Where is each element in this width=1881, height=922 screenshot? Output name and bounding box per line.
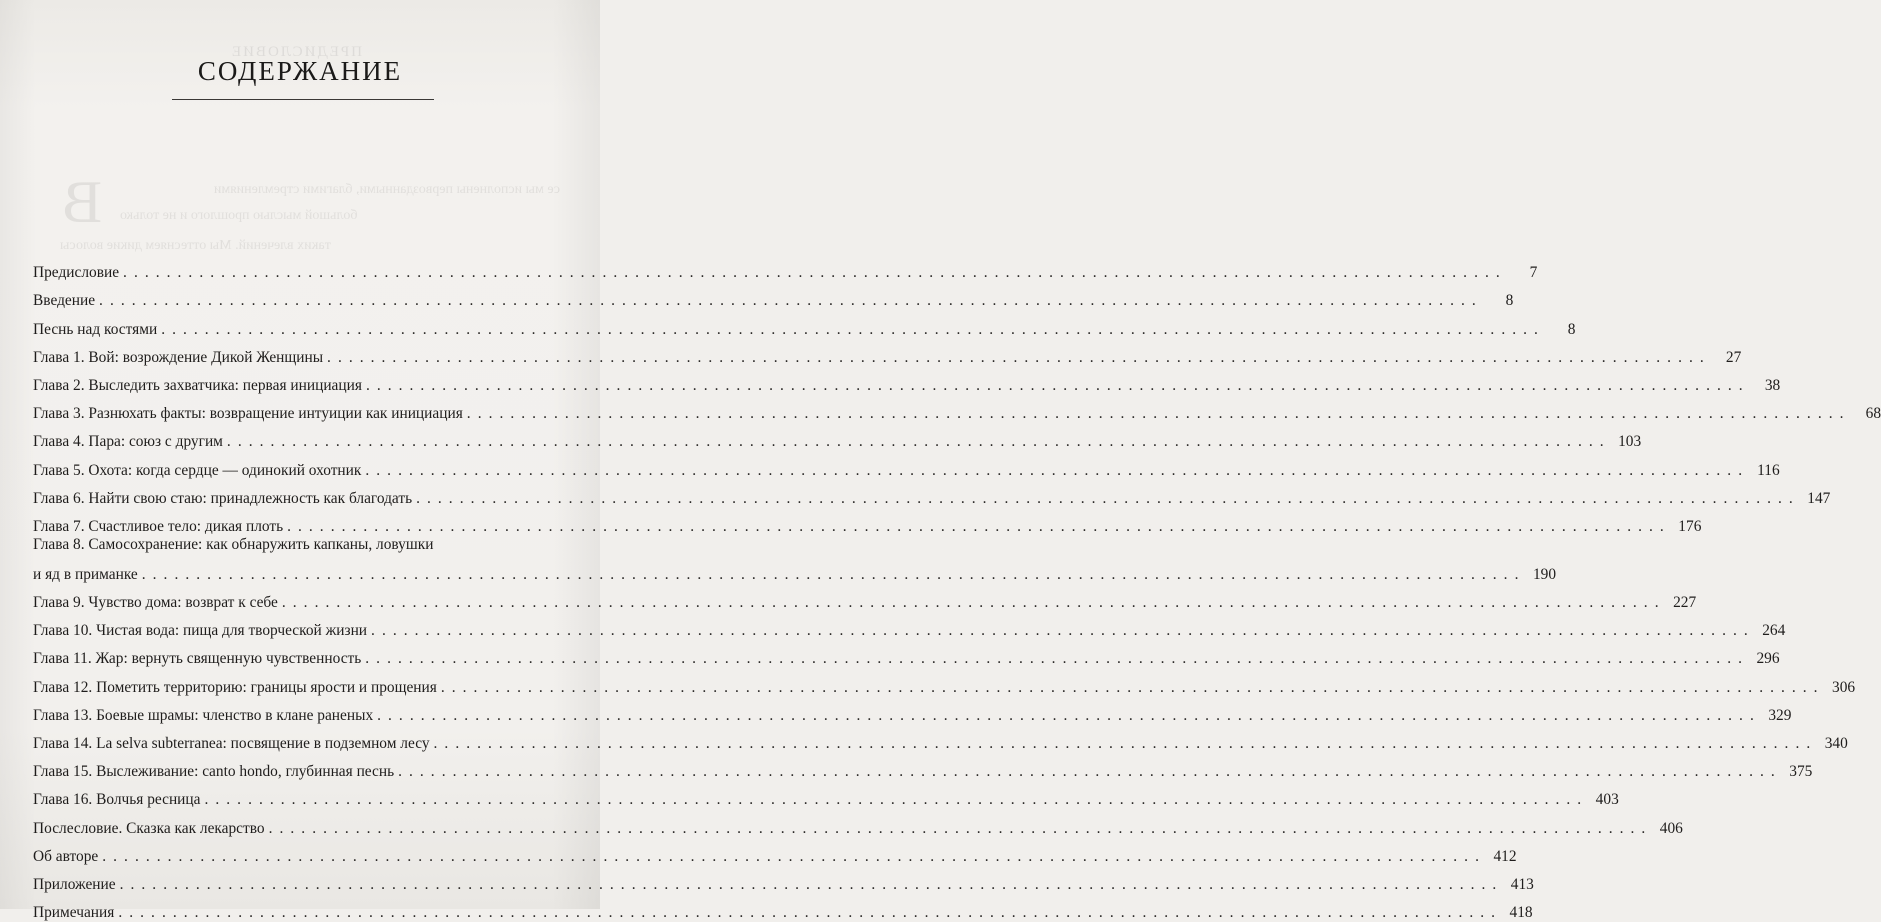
toc-entry-label: Глава 13. Боевые шрамы: членство в клане раненых xyxy=(33,706,374,724)
bleed-through-text: се мы исполнены первозданными, благими стремлениями xyxy=(213,182,560,197)
dot-leader xyxy=(205,791,1583,809)
toc-entry-page: 418 xyxy=(1509,904,1533,922)
toc-entry-page: 103 xyxy=(1618,433,1642,451)
toc-entry[interactable] xyxy=(33,781,1619,809)
bleed-through-text: большой мыслью прошлого и не только xyxy=(120,208,358,223)
toc-entry-page: 340 xyxy=(1824,735,1848,752)
toc-entry-label: Глава 15. Выслеживание: canto hondo, глубинная песнь xyxy=(33,763,395,781)
toc-entry-label: Глава 1. Вой: возрождение Дикой Женщины xyxy=(33,348,324,366)
toc-entry-label: Глава 11. Жар: вернуть священную чувственность xyxy=(33,650,362,668)
toc-entry[interactable] xyxy=(33,866,1534,894)
toc-entry-page: 413 xyxy=(1510,875,1534,893)
toc-entry[interactable] xyxy=(33,640,1780,668)
toc-entry[interactable] xyxy=(33,584,1697,612)
toc-entry[interactable] xyxy=(33,310,1576,338)
dot-leader xyxy=(102,848,1480,866)
toc-entry-page: 8 xyxy=(1567,320,1576,338)
toc-entry-page: 296 xyxy=(1756,650,1780,668)
toc-entry-label: Глава 8. Самосохранение: как обнаружить капканы, ловушки xyxy=(33,535,434,553)
toc-entry[interactable] xyxy=(33,535,1557,584)
toc-entry-page: 147 xyxy=(1807,489,1831,507)
toc-entry-label: Предисловие xyxy=(33,264,120,282)
toc-entry[interactable] xyxy=(33,753,1813,781)
dot-leader xyxy=(434,735,1812,753)
bleed-through-text: таких влечений. Мы оттесняем дикие волосы xyxy=(60,238,331,253)
toc-entry[interactable] xyxy=(33,367,1781,395)
toc-entry[interactable] xyxy=(33,451,1780,479)
dot-leader xyxy=(227,433,1605,451)
dot-leader xyxy=(161,321,1539,339)
toc-entry[interactable] xyxy=(33,282,1514,310)
toc-entry-page: 227 xyxy=(1673,594,1697,612)
toc-entry-page: 264 xyxy=(1762,622,1786,640)
toc-entry-label: Песнь над костями xyxy=(33,320,158,338)
toc-entry[interactable] xyxy=(33,339,1742,367)
toc-entry-label: Глава 3. Разнюхать факты: возвращение интуиции как инициация xyxy=(33,405,463,423)
toc-entry[interactable] xyxy=(33,395,1881,423)
toc-entry-page: 375 xyxy=(1789,763,1813,781)
dot-leader xyxy=(366,377,1744,395)
toc-entry-label-continued: и яд в приманке xyxy=(33,565,138,583)
toc-entry-label: Глава 14. La selva subterranea: посвящение в подземном лесу xyxy=(33,735,430,752)
toc-entry[interactable] xyxy=(33,725,1848,753)
page-title: СОДЕРЖАНИЕ xyxy=(197,56,403,86)
dot-leader xyxy=(377,707,1755,725)
toc-entry-page: 412 xyxy=(1493,847,1517,865)
dot-leader xyxy=(287,518,1665,536)
toc-entry[interactable] xyxy=(33,809,1683,837)
dot-leader xyxy=(365,462,1743,480)
dot-leader xyxy=(120,876,1498,894)
toc-entry-page: 27 xyxy=(1725,348,1742,366)
dot-leader xyxy=(441,679,1819,697)
toc-entry-label: Глава 2. Выследить захватчика: первая инициация xyxy=(33,376,362,394)
title-underline xyxy=(172,99,434,100)
dot-leader xyxy=(282,594,1660,612)
bleed-through-text: ПРЕДИСЛОВИЕ xyxy=(230,44,363,60)
toc-entry-label: Глава 12. Пометить территорию: границы ярости и прощения xyxy=(33,678,437,696)
table-of-contents xyxy=(33,254,1881,922)
bleed-through-initial: В xyxy=(62,169,103,235)
toc-entry-label: Глава 9. Чувство дома: возврат к себе xyxy=(33,594,278,612)
dot-leader xyxy=(398,763,1776,781)
dot-leader xyxy=(123,264,1501,282)
dot-leader xyxy=(327,349,1705,367)
dot-leader xyxy=(371,622,1749,640)
toc-entry-second-line xyxy=(33,566,1556,584)
dot-leader xyxy=(118,904,1496,922)
toc-entry-page: 190 xyxy=(1532,565,1557,583)
toc-entry[interactable] xyxy=(33,838,1517,866)
dot-leader xyxy=(416,490,1794,508)
toc-entry-label: Глава 16. Волчья ресница xyxy=(33,791,201,809)
toc-entry-label: Глава 7. Счастливое тело: дикая плоть xyxy=(33,517,284,535)
toc-entry-page: 329 xyxy=(1768,706,1792,724)
toc-entry[interactable] xyxy=(33,254,1538,282)
toc-entry-page: 68 xyxy=(1865,405,1881,423)
toc-entry[interactable] xyxy=(33,894,1533,922)
toc-entry[interactable] xyxy=(33,697,1792,725)
toc-entry-label: Об авторе xyxy=(33,847,99,865)
toc-entry-label: Приложение xyxy=(33,875,116,893)
toc-entry[interactable] xyxy=(33,612,1786,640)
toc-entry-label: Глава 6. Найти свою стаю: принадлежность как благодать xyxy=(33,489,413,507)
dot-leader xyxy=(365,650,1743,668)
toc-entry-page: 176 xyxy=(1678,517,1702,535)
toc-entry[interactable] xyxy=(33,423,1642,451)
toc-entry[interactable] xyxy=(33,508,1702,536)
toc-entry-label: Введение xyxy=(33,292,96,310)
toc-entry-page: 406 xyxy=(1659,819,1683,837)
toc-entry-label: Послесловие. Сказка как лекарство xyxy=(33,819,265,837)
toc-entry-page: 7 xyxy=(1529,264,1538,282)
toc-entry-page: 403 xyxy=(1595,791,1619,809)
toc-entry-page: 116 xyxy=(1757,461,1780,479)
dot-leader xyxy=(269,820,1647,838)
toc-entry-label: Глава 10. Чистая вода: пища для творческой жизни xyxy=(33,622,368,640)
toc-entry-page: 8 xyxy=(1505,292,1514,310)
toc-entry-page: 306 xyxy=(1832,678,1856,696)
toc-entry-label-wrap xyxy=(33,536,1556,584)
toc-entry-label: Глава 5. Охота: когда сердце — одинокий охотник xyxy=(33,461,362,479)
toc-entry[interactable] xyxy=(33,668,1856,696)
dot-leader xyxy=(467,405,1845,423)
toc-entry-label: Примечания xyxy=(33,904,115,922)
dot-leader xyxy=(99,292,1477,310)
toc-entry[interactable] xyxy=(33,480,1831,508)
dot-leader xyxy=(142,566,1520,584)
toc-entry-page: 38 xyxy=(1764,376,1781,394)
toc-entry-label: Глава 4. Пара: союз с другим xyxy=(33,433,223,451)
